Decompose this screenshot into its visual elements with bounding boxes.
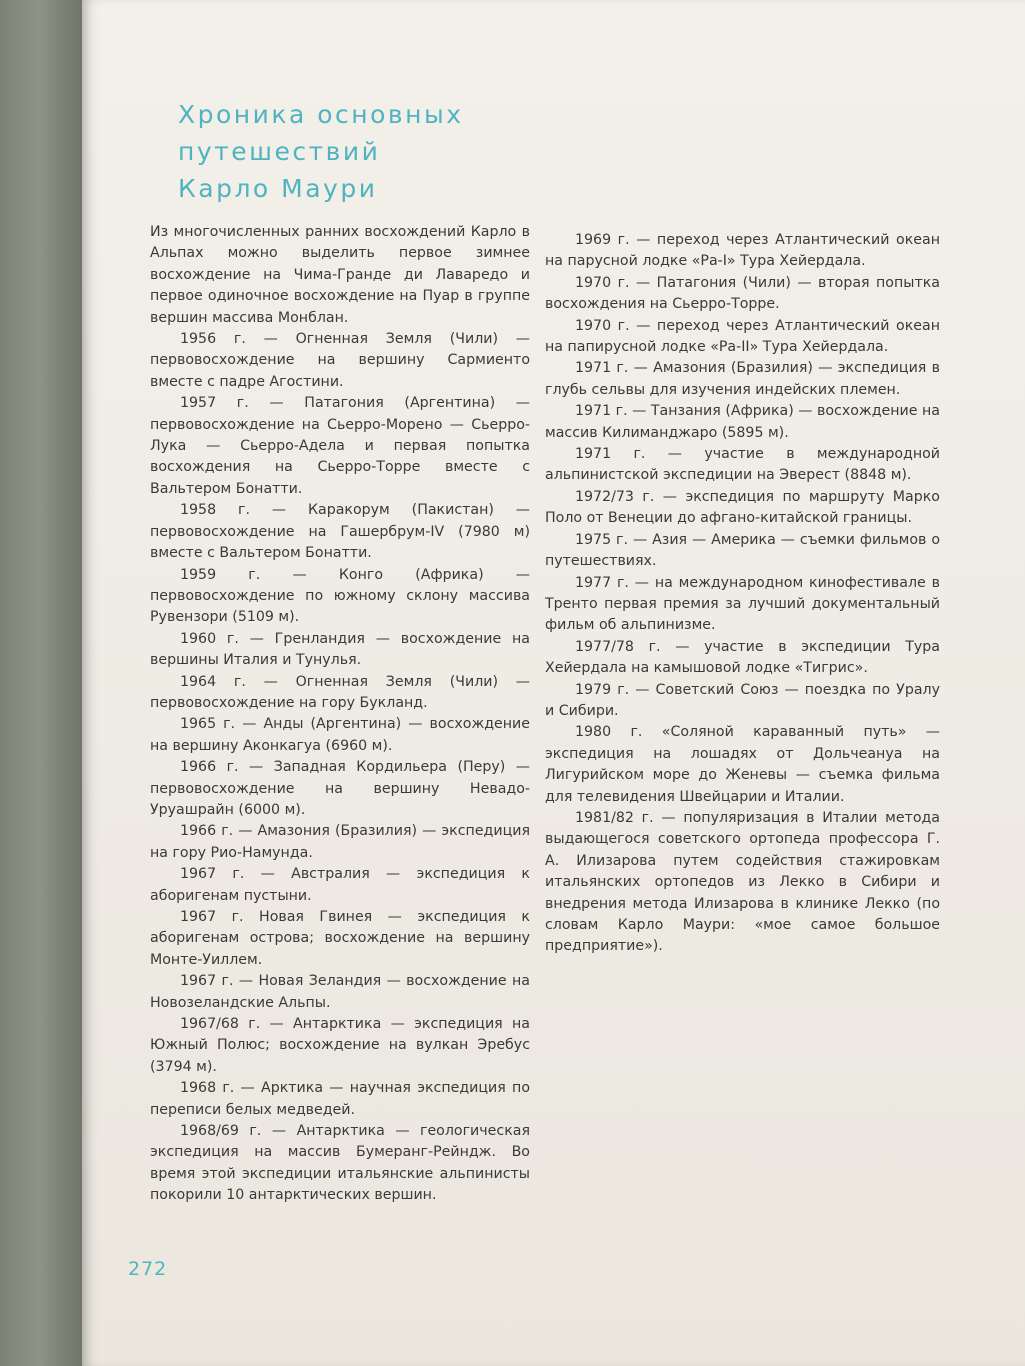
chronicle-entry: 1967 г. — Новая Зеландия — восхождение на Новозеландские Альпы. bbox=[150, 973, 530, 1011]
chronicle-entry: 1967 г. Новая Гвинея — экспедиция к аборигенам острова; восхождение на вершину Монте-Уиллем. bbox=[150, 909, 530, 968]
book-spine bbox=[0, 0, 86, 1366]
title-line: путешествий bbox=[178, 137, 381, 166]
title-line: Хроника основных bbox=[178, 100, 464, 129]
chronicle-entry: 1975 г. — Азия — Америка — съемки фильмов о путешествиях. bbox=[545, 531, 940, 570]
chronicle-entry: 1969 г. — переход через Атлантический океан на парусной лодке «Ра-I» Тура Хейердала. bbox=[545, 232, 940, 270]
chronicle-entry: 1959 г. — Конго (Африка) — первовосхождение по южному склону массива Рувензори (5109 м). bbox=[150, 566, 530, 626]
chronicle-entry: 1964 г. — Огненная Земля (Чили) — первовосхождение на гору Букланд. bbox=[150, 673, 530, 711]
title-line: Карло Маури bbox=[178, 174, 378, 203]
chronicle-entry: 1957 г. — Патагония (Аргентина) — первовосхождение на Сьерро-Морено — Сьерро-Лука — Сьерро-Адела и первая попытка восхождения на Сьерро-Торре вместе с Вальтером Бонатти. bbox=[150, 395, 530, 497]
chronicle-entry: 1968/69 г. — Антарктика — геологическая экспедиция на массив Бумеранг-Рейндж. Во время этой экспедиции итальянские альпинисты покорили 10 антарктических вершин. bbox=[150, 1123, 530, 1204]
page-title bbox=[178, 96, 578, 207]
chronicle-entry: 1971 г. — Амазония (Бразилия) — экспедиция в глубь сельвы для изучения индейских племен. bbox=[545, 360, 940, 398]
chronicle-entry: 1971 г. — Танзания (Африка) — восхождение на массив Килиманджаро (5895 м). bbox=[545, 403, 940, 441]
chronicle-entry: 1977 г. — на международном кинофестивале в Тренто первая премия за лучший документальный фильм об альпинизме. bbox=[545, 574, 940, 634]
chronicle-entry: 1965 г. — Анды (Аргентина) — восхождение на вершину Аконкагуа (6960 м). bbox=[150, 716, 530, 754]
right-column bbox=[545, 230, 940, 958]
chronicle-entry: 1970 г. — Патагония (Чили) — вторая попытка восхождения на Сьерро-Торре. bbox=[545, 274, 940, 313]
chronicle-entry: 1970 г. — переход через Атлантический океан на папирусной лодке «Ра-II» Тура Хейердала. bbox=[545, 317, 940, 356]
chronicle-entry: 1979 г. — Советский Союз — поездка по Уралу и Сибири. bbox=[545, 681, 940, 719]
chronicle-entry: 1968 г. — Арктика — научная экспедиция по переписи белых медведей. bbox=[150, 1080, 530, 1118]
chronicle-entry: 1966 г. — Амазония (Бразилия) — экспедиция на гору Рио-Намунда. bbox=[150, 823, 530, 861]
chronicle-entry: 1980 г. «Соляной караванный путь» — экспедиция на лошадях от Дольчеануа на Лигурийском море до Женевы — съемка фильма для телевидения Швейцарии и Италии. bbox=[545, 724, 940, 805]
chronicle-entry: 1971 г. — участие в международной альпинистской экспедиции на Эверест (8848 м). bbox=[545, 446, 940, 484]
intro-paragraph: Из многочисленных ранних восхождений Карло в Альпах можно выделить первое зимнее восхождение на Чима-Гранде ди Лаваредо и первое одиночное восхождение на Пуар в группе вершин массива Монблан. bbox=[150, 224, 530, 326]
chronicle-entry: 1967 г. — Австралия — экспедиция к аборигенам пустыни. bbox=[150, 866, 530, 904]
chronicle-entry: 1956 г. — Огненная Земля (Чили) — первовосхождение на вершину Сармиенто вместе с падре Агостини. bbox=[150, 331, 530, 390]
chronicle-entry: 1972/73 г. — экспедиция по маршруту Марко Поло от Венеции до афгано-китайской границы. bbox=[545, 488, 940, 527]
chronicle-entry: 1966 г. — Западная Кордильера (Перу) — первовосхождение на вершину Невадо-Уруашрайн (6000 м). bbox=[150, 759, 530, 818]
chronicle-entry: 1958 г. — Каракорум (Пакистан) — первовосхождение на Гашербрум-IV (7980 м) вместе с Вальтером Бонатти. bbox=[150, 502, 530, 562]
chronicle-entry: 1960 г. — Гренландия — восхождение на вершины Италия и Тунулья. bbox=[150, 630, 530, 669]
chronicle-entry: 1967/68 г. — Антарктика — экспедиция на Южный Полюс; восхождение на вулкан Эребус (3794 м). bbox=[150, 1016, 530, 1075]
chronicle-entry: 1981/82 г. — популяризация в Италии метода выдающегося советского ортопеда профессора Г. А. Илизарова путем содействия стажировкам итальянских ортопедов из Лекко в Сибири и внедрения метода Илизарова в клинике Лекко (по словам Карло Маури: «мое самое большое предприятие»). bbox=[545, 809, 940, 955]
chronicle-entry: 1977/78 г. — участие в экспедиции Тура Хейердала на камышовой лодке «Тигрис». bbox=[545, 638, 940, 677]
page-number: 272 bbox=[128, 1258, 168, 1280]
left-column bbox=[150, 222, 530, 1207]
